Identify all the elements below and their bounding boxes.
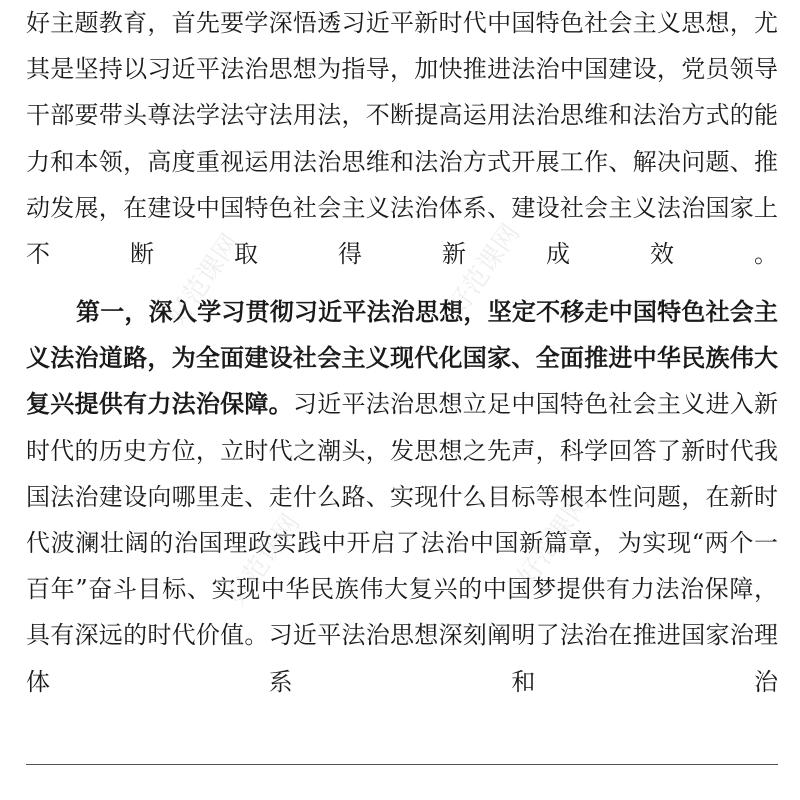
paragraph-2-body: 习近平法治思想立足中国特色社会主义进入新时代的历史方位，立时代之潮头，发思想之先声，科学回答了新时代我国法治建设向哪里走、走什么路、实现什么目标等根本性问题，在新时代波澜壮阔的治国理政实践中开启了法治中国新篇章，为实现“两个一百年”奋斗目标、实现中华民族伟大复兴的中国梦提供有力法治保障，具有深远的时代价值。习近平法治思想深刻阐明了法治在推进国家治理体系和治 [26,390,779,696]
paragraph-1-text: 好主题教育，首先要学深悟透习近平新时代中国特色社会主义思想，尤其是坚持以习近平法治思想为指导，加快推进法治中国建设，党员领导干部要带头尊法学法守法用法，不断提高运用法治思维和法治方式的能力和本领，高度重视运用法治思维和法治方式开展工作、解决问题、推动发展，在建设中国特色社会主义法治体系、建设社会主义法治国家上不断取得新成效。 [26,9,778,269]
watermark: 好范课网 [441,218,527,322]
paragraph-2-bold-lead: 第一，深入学习贯彻习近平法治思想，坚定不移走中国特色社会主义法治道路，为全面建设社会主义现代化国家、全面推进中华民族伟大复兴提供有力法治保障。 [26,297,778,419]
watermark: 好范课网 [511,488,597,592]
paragraph-2 [26,289,778,705]
watermark: 好范课网 [221,508,307,612]
watermark: 好范课网 [161,228,247,332]
paragraph-1 [26,0,778,277]
page-bottom-rule [26,764,778,765]
